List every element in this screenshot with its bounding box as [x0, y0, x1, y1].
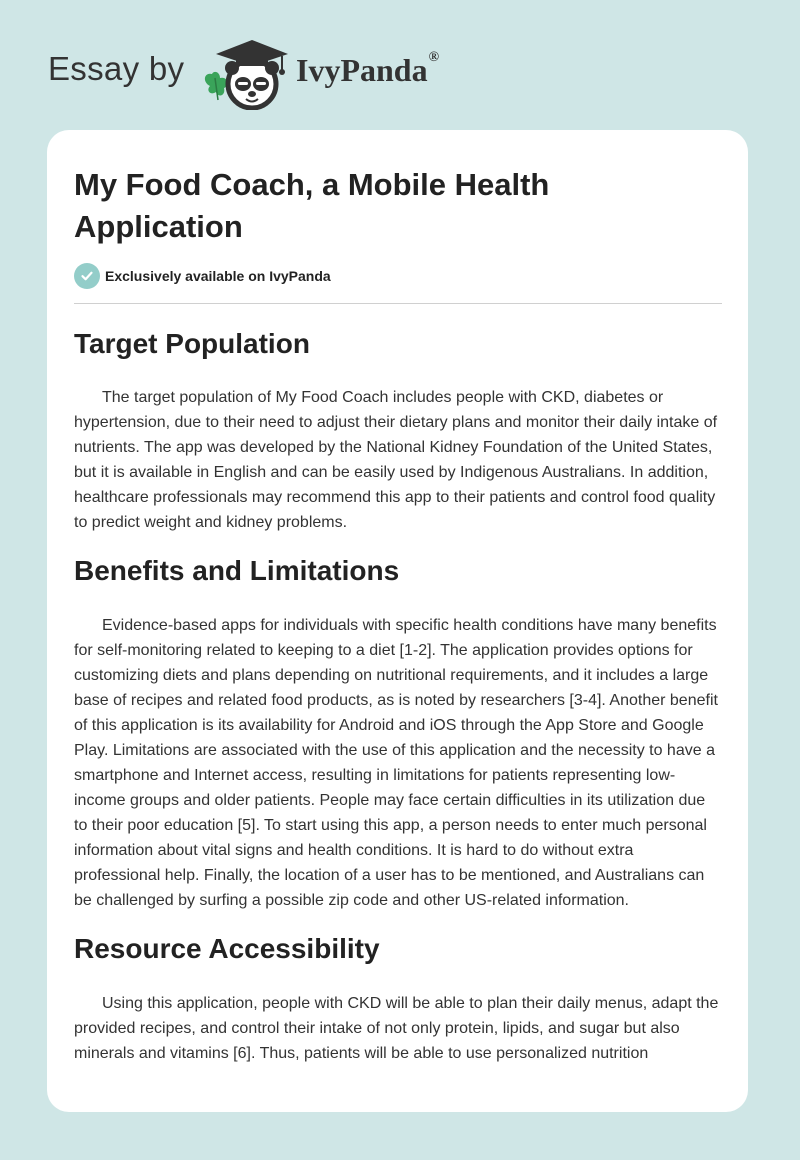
section-paragraph-target-population: The target population of My Food Coach includes people with CKD, diabetes or hypertension, due to their need to adjust their dietary plans and monitor their daily intake of nutrients. The app was developed by the National Kidney Foundation of the United States, but it is available in English and can be easily used by Indigenous Australians. In addition, healthcare professionals may recommend this app to their patients and control food quality to predict weight and kidney problems.	[74, 389, 718, 531]
exclusive-badge	[74, 263, 331, 289]
section-heading-resource-accessibility: Resource Accessibility	[74, 933, 380, 964]
exclusive-label: Exclusively available on IvyPanda	[105, 268, 331, 284]
site-header	[0, 0, 800, 130]
section-heading-target-population: Target Population	[74, 328, 310, 359]
page-title: My Food Coach, a Mobile Health Application	[74, 167, 550, 244]
panda-graduate-logo-icon[interactable]	[200, 34, 292, 110]
section-paragraph-resource-accessibility: Using this application, people with CKD will be able to plan their daily menus, adapt the provided recipes, and control their intake of not only protein, lipids, and sugar but also minerals and vitamins [6]. Thus, patients will be able to use personalized nutrition	[74, 995, 719, 1062]
check-icon	[74, 263, 100, 289]
essay-card	[47, 130, 748, 1112]
section-heading-benefits-limitations: Benefits and Limitations	[74, 555, 400, 586]
article-body	[74, 326, 722, 1066]
registered-mark: ®	[428, 50, 440, 65]
brand-name[interactable]: IvyPanda®	[296, 50, 440, 88]
section-paragraph-benefits-limitations: Evidence-based apps for individuals with specific health conditions have many benefits for self-monitoring related to keeping to a diet [1-2]. The application provides options for customizing diets and plans depending on nutritional requirements, and it includes a large base of recipes and related food products, as is noted by researchers [3-4]. Another benefit of this application is its availability for Android and iOS through the App Store and Google Play. Limitations are associated with the use of this application and the necessity to have a smartphone and Internet access, resulting in limitations for patients representing low-income groups and older patients. People may face certain difficulties in its utilization due to their poor education [5]. To start using this app, a person needs to enter much personal information about vital signs and health conditions. It is hard to do without extra professional help. Finally, the location of a user has to be mentioned, and Australians can be challenged by surfing a possible zip code and other US-related information.	[74, 617, 718, 909]
essay-by-label: Essay by	[48, 50, 185, 87]
title-divider	[74, 303, 722, 304]
